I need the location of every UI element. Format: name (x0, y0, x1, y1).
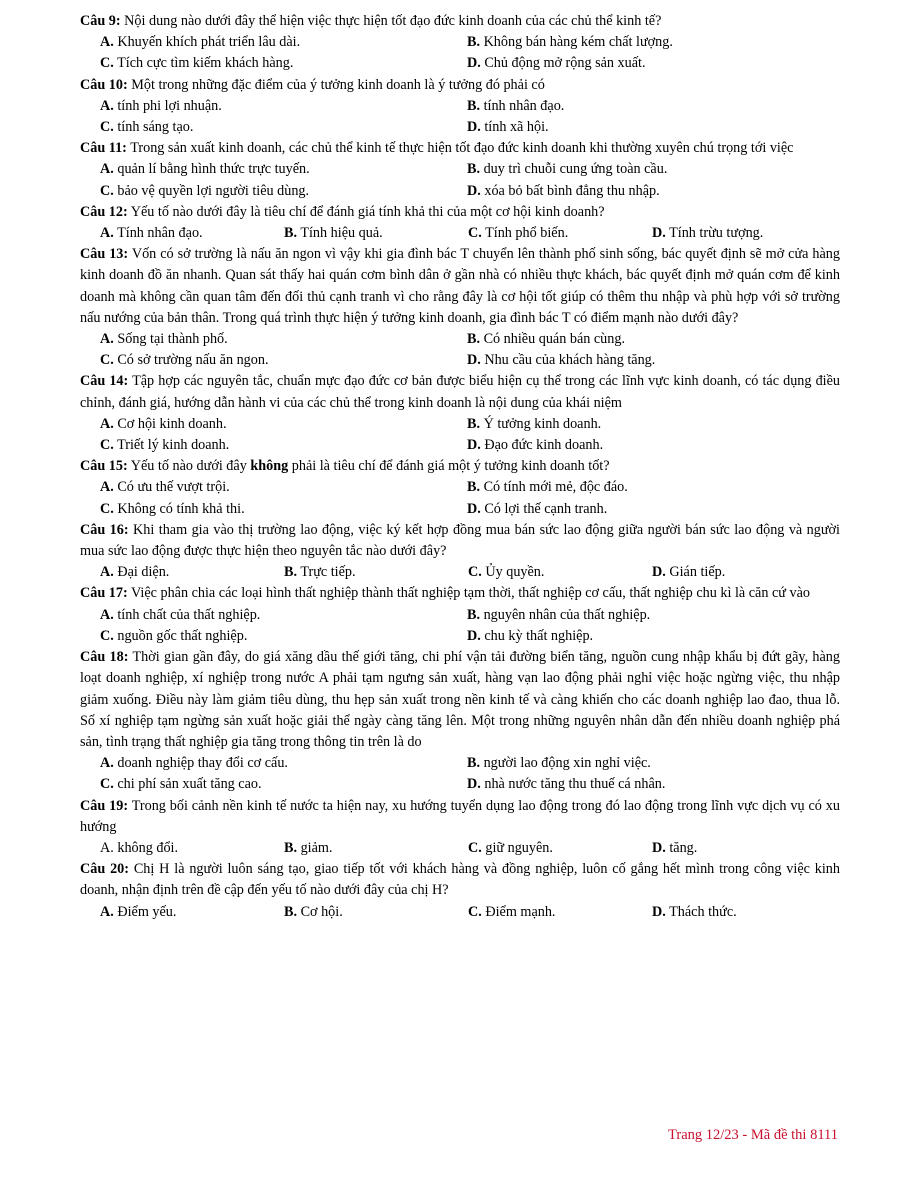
question-text: Việc phân chia các loại hình thất nghiệp thành thất nghiệp tạm thời, thất nghiệp cơ cấu, thất nghiệp chu kì là căn cứ vào (131, 585, 810, 602)
question-text: Yếu tố nào dưới đây (130, 458, 251, 475)
option-letter: A. (100, 755, 114, 772)
question-text: Trong sản xuất kinh doanh, các chủ thể kinh tế thực hiện tốt đạo đức kinh doanh khi thường xuyên chú trọng tới việc (130, 140, 794, 157)
answer-option (284, 223, 468, 244)
option-text: Tính hiệu quả. (300, 225, 383, 242)
answer-option (100, 626, 467, 647)
option-text: Nhu cầu của khách hàng tăng. (484, 352, 656, 369)
option-text: Tính nhân đạo. (117, 225, 203, 242)
option-letter: D. (652, 225, 666, 242)
option-letter: C. (468, 839, 482, 856)
question-block (80, 520, 840, 584)
option-letter: C. (100, 55, 114, 72)
option-letter: B. (467, 479, 481, 496)
question-block (80, 859, 840, 923)
question-number: Câu 17: (80, 585, 128, 602)
answer-option (284, 902, 468, 923)
option-letter: D. (467, 352, 481, 369)
answer-options (80, 562, 840, 583)
answer-option (100, 117, 467, 138)
answer-option (652, 223, 836, 244)
answer-option (467, 32, 834, 53)
option-text: Không có tính khả thi. (117, 500, 245, 517)
option-letter: B. (467, 161, 481, 178)
option-letter: D. (467, 627, 481, 644)
answer-option (100, 223, 284, 244)
answer-option (100, 159, 467, 180)
answer-option (468, 838, 652, 859)
option-text: Trực tiếp. (300, 564, 356, 581)
question-number: Câu 20: (80, 861, 129, 878)
option-letter: A. (100, 606, 114, 623)
option-letter: A. (100, 34, 114, 51)
answer-options (80, 753, 840, 795)
question-text: Vốn có sở trường là nấu ăn ngon vì vậy khi gia đình bác T chuyển lên thành phố sinh sống, bác quyết định sẽ mở cửa hàng kinh doanh đồ ăn nhanh. Quan sát thấy hai quán cơm bình dân ở gần nhà có nhiều thực khách, bác quyết định mở quán cơm để kinh doanh mà không cần quan tâm đến đối thủ cạnh tranh vì cho rằng đây là cơ hội tốt giúp có thêm thu nhập và phù hợp với sở trường nấu nướng của bản thân. Trong quá trình thực hiện ý tưởng kinh doanh, gia đình bác T có điểm mạnh nào dưới đây? (80, 246, 840, 326)
option-letter: A. (100, 479, 114, 496)
answer-option (100, 605, 467, 626)
question-block (80, 11, 840, 75)
option-letter: C. (100, 776, 114, 793)
answer-option (467, 499, 834, 520)
option-letter: A. (100, 225, 114, 242)
answer-option (100, 562, 284, 583)
question-text: phải là tiêu chí để đánh giá một ý tưởng kinh doanh tốt? (288, 458, 610, 475)
option-text: nhà nước tăng thu thuế cá nhân. (484, 776, 666, 793)
option-letter: C. (100, 500, 114, 517)
answer-option (467, 605, 834, 626)
answer-options (80, 159, 840, 201)
answer-option (467, 329, 834, 350)
question-stem (80, 796, 840, 838)
question-stem (80, 859, 840, 901)
option-letter: C. (468, 225, 482, 242)
answer-option (100, 435, 467, 456)
answer-option (100, 53, 467, 74)
option-text: Có lợi thế cạnh tranh. (484, 500, 608, 517)
answer-option (467, 753, 834, 774)
answer-option (100, 329, 467, 350)
answer-options (80, 605, 840, 647)
answer-option (467, 181, 834, 202)
question-number: Câu 18: (80, 649, 129, 666)
question-stem (80, 138, 840, 159)
option-letter: D. (467, 500, 481, 517)
question-block (80, 456, 840, 520)
option-letter: B. (467, 97, 481, 114)
option-text: duy trì chuỗi cung ứng toàn cầu. (483, 161, 668, 178)
answer-option (100, 350, 467, 371)
option-letter: C. (468, 564, 482, 581)
answer-option (467, 774, 834, 795)
option-text: Không bán hàng kém chất lượng. (483, 34, 673, 51)
option-text: Điểm mạnh. (485, 903, 556, 920)
option-letter: C. (468, 903, 482, 920)
option-text: Ý tưởng kinh doanh. (483, 415, 602, 432)
option-letter: A. (100, 331, 114, 348)
option-text: Gián tiếp. (669, 564, 726, 581)
answer-option (467, 159, 834, 180)
option-letter: C. (100, 119, 114, 136)
answer-options (80, 96, 840, 138)
option-letter: D. (467, 437, 481, 454)
answer-option (467, 117, 834, 138)
answer-option (467, 350, 834, 371)
option-letter: D. (652, 564, 666, 581)
question-stem (80, 520, 840, 562)
page-footer: Trang 12/23 - Mã đề thi 8111 (668, 1127, 838, 1143)
answer-option (468, 902, 652, 923)
answer-option (100, 499, 467, 520)
option-text: quản lí bằng hình thức trực tuyến. (117, 161, 310, 178)
question-block (80, 647, 840, 795)
option-letter: A. (100, 161, 114, 178)
question-block (80, 202, 840, 244)
question-block (80, 583, 840, 647)
question-stem (80, 11, 840, 32)
option-text: Khuyến khích phát triển lâu dài. (117, 34, 301, 51)
option-text: Sống tại thành phố. (117, 331, 228, 348)
answer-options (80, 223, 840, 244)
option-text: Điểm yếu. (117, 903, 177, 920)
option-letter: B. (467, 606, 481, 623)
option-letter: D. (467, 182, 481, 199)
option-text: không đổi. (117, 839, 179, 856)
question-text: Khi tham gia vào thị trường lao động, việc ký kết hợp đồng mua bán sức lao động giữa người bán sức lao động và người mua sức lao động được thực hiện theo nguyên tắc nào dưới đây? (80, 521, 840, 560)
answer-options (80, 414, 840, 456)
answer-option (652, 838, 836, 859)
option-text: tính chất của thất nghiệp. (117, 606, 261, 623)
option-text: Tích cực tìm kiếm khách hàng. (117, 55, 294, 72)
option-letter: A. (100, 97, 114, 114)
option-text: doanh nghiệp thay đổi cơ cấu. (117, 755, 288, 772)
option-text: Có ưu thế vượt trội. (117, 479, 230, 496)
answer-option (100, 838, 284, 859)
question-text: Thời gian gần đây, do giá xăng dầu thế giới tăng, chi phí vận tải đường biển tăng, nguồn cung nhập khẩu bị đứt gãy, hàng loạt doanh nghiệp, xí nghiệp trong nước A phải tạm ngưng sản xuất, hàng vạn lao động phải nghỉ việc hoặc ngừng việc, thu nhập giảm xuống. Điều này làm giảm tiêu dùng, thu hẹp sản xuất trong nền kinh tế và càng khiến cho các doanh nghiệp lao đao, thua lỗ. Số xí nghiệp tạm ngừng sản xuất hoặc giải thể ngày càng tăng lên. Một trong những nguyên nhân dẫn đến nhiều doanh nghiệp phá sản, tình trạng thất nghiệp gia tăng trong thông tin trên là do (80, 649, 840, 750)
answer-option (468, 223, 652, 244)
option-letter: B. (467, 34, 481, 51)
question-stem (80, 647, 840, 753)
answer-option (100, 774, 467, 795)
question-keyword: không (250, 458, 289, 475)
option-letter: B. (284, 564, 298, 581)
question-block (80, 796, 840, 860)
option-letter: D. (467, 55, 481, 72)
option-text: Chủ động mở rộng sản xuất. (484, 55, 646, 72)
question-number: Câu 9: (80, 13, 121, 29)
question-text: Tập hợp các nguyên tắc, chuẩn mực đạo đức cơ bản được biểu hiện cụ thể trong các lĩnh vực kinh doanh, có tác dụng điều chỉnh, đánh giá, hướng dẫn hành vi của các chủ thể trong kinh doanh là nội dung của khái niệm (80, 373, 840, 411)
option-text: Tính trừu tượng. (669, 225, 764, 242)
option-letter: D. (652, 903, 666, 920)
question-text: Yếu tố nào dưới đây là tiêu chí để đánh giá tính khả thi của một cơ hội kinh doanh? (130, 203, 605, 220)
exam-page (80, 11, 840, 923)
question-stem (80, 75, 840, 96)
answer-option (467, 96, 834, 117)
option-letter: D. (467, 776, 481, 793)
option-text: Cơ hội kinh doanh. (117, 415, 227, 432)
question-number: Câu 15: (80, 458, 128, 475)
answer-option (100, 96, 467, 117)
option-letter: A. (100, 903, 114, 920)
option-text: Triết lý kinh doanh. (117, 437, 230, 454)
answer-options (80, 329, 840, 371)
answer-option (467, 435, 834, 456)
answer-option (467, 414, 834, 435)
question-stem (80, 583, 840, 604)
option-text: chi phí sản xuất tăng cao. (117, 776, 262, 793)
option-text: nguyên nhân của thất nghiệp. (483, 606, 651, 623)
question-number: Câu 13: (80, 246, 129, 263)
answer-option (100, 181, 467, 202)
option-letter: B. (467, 331, 481, 348)
option-text: Thách thức. (669, 903, 737, 920)
option-text: giữ nguyên. (485, 839, 553, 856)
option-letter: B. (467, 755, 481, 772)
question-number: Câu 16: (80, 521, 129, 538)
question-block (80, 371, 840, 456)
option-letter: D. (652, 839, 666, 856)
option-text: nguồn gốc thất nghiệp. (117, 627, 248, 644)
answer-options (80, 32, 840, 74)
option-text: Cơ hội. (300, 903, 343, 920)
answer-option (100, 902, 284, 923)
question-stem (80, 244, 840, 329)
option-text: Tính phổ biến. (485, 225, 569, 242)
option-letter: B. (284, 903, 298, 920)
answer-option (467, 626, 834, 647)
option-letter: A. (100, 415, 114, 432)
option-text: xóa bỏ bất bình đẳng thu nhập. (484, 182, 660, 199)
option-letter: C. (100, 437, 114, 454)
option-letter: C. (100, 627, 114, 644)
answer-options (80, 838, 840, 859)
option-text: Có nhiều quán bán cùng. (483, 331, 626, 348)
answer-option (284, 562, 468, 583)
question-stem (80, 371, 840, 413)
option-text: bảo vệ quyền lợi người tiêu dùng. (117, 182, 310, 199)
option-letter: C. (100, 352, 114, 369)
option-text: Có sở trường nấu ăn ngon. (117, 352, 269, 369)
answer-option (100, 414, 467, 435)
option-letter: D. (467, 119, 481, 136)
answer-option (652, 902, 836, 923)
answer-option (100, 477, 467, 498)
question-text: Chị H là người luôn sáng tạo, giao tiếp tốt với khách hàng và đồng nghiệp, luôn cố gắng hết mình trong công việc kinh doanh, nhận định trên đề cập đến yếu tố nào dưới đây của chị H? (80, 861, 840, 899)
question-number: Câu 19: (80, 797, 129, 814)
option-text: tính phi lợi nhuận. (117, 97, 222, 114)
option-text: tính nhân đạo. (483, 97, 565, 114)
answer-option (284, 838, 468, 859)
option-letter: A. (100, 839, 114, 856)
option-text: tính sáng tạo. (117, 119, 194, 136)
question-block (80, 75, 840, 139)
option-letter: A. (100, 564, 114, 581)
answer-option (100, 753, 467, 774)
answer-options (80, 477, 840, 519)
option-text: Ủy quyền. (485, 564, 545, 581)
answer-option (100, 32, 467, 53)
question-text: Trong bối cảnh nền kinh tế nước ta hiện nay, xu hướng tuyển dụng lao động trong đó lao động trong lĩnh vực dịch vụ có xu hướng (80, 797, 840, 835)
answer-option (467, 53, 834, 74)
question-number: Câu 14: (80, 373, 129, 390)
option-text: tăng. (669, 839, 698, 856)
answer-option (468, 562, 652, 583)
question-number: Câu 12: (80, 203, 128, 220)
question-text: Một trong những đặc điểm của ý tưởng kinh doanh là ý tưởng đó phải có (131, 76, 545, 93)
option-text: giảm. (300, 839, 333, 856)
question-stem (80, 456, 840, 477)
question-number: Câu 10: (80, 76, 128, 93)
option-letter: B. (284, 225, 298, 242)
answer-options (80, 902, 840, 923)
option-text: người lao động xin nghỉ việc. (483, 755, 651, 772)
answer-option (652, 562, 836, 583)
option-letter: B. (467, 415, 481, 432)
option-letter: B. (284, 839, 298, 856)
question-block (80, 244, 840, 371)
option-letter: C. (100, 182, 114, 199)
question-stem (80, 202, 840, 223)
question-text: Nội dung nào dưới đây thể hiện việc thực hiện tốt đạo đức kinh doanh của các chủ thể kinh tế? (124, 13, 662, 29)
answer-option (467, 477, 834, 498)
option-text: chu kỳ thất nghiệp. (484, 627, 594, 644)
question-block (80, 138, 840, 202)
option-text: Đại diện. (117, 564, 170, 581)
option-text: Đạo đức kinh doanh. (484, 437, 604, 454)
option-text: tính xã hội. (484, 119, 549, 136)
option-text: Có tính mới mẻ, độc đáo. (483, 479, 628, 496)
question-number: Câu 11: (80, 140, 127, 157)
